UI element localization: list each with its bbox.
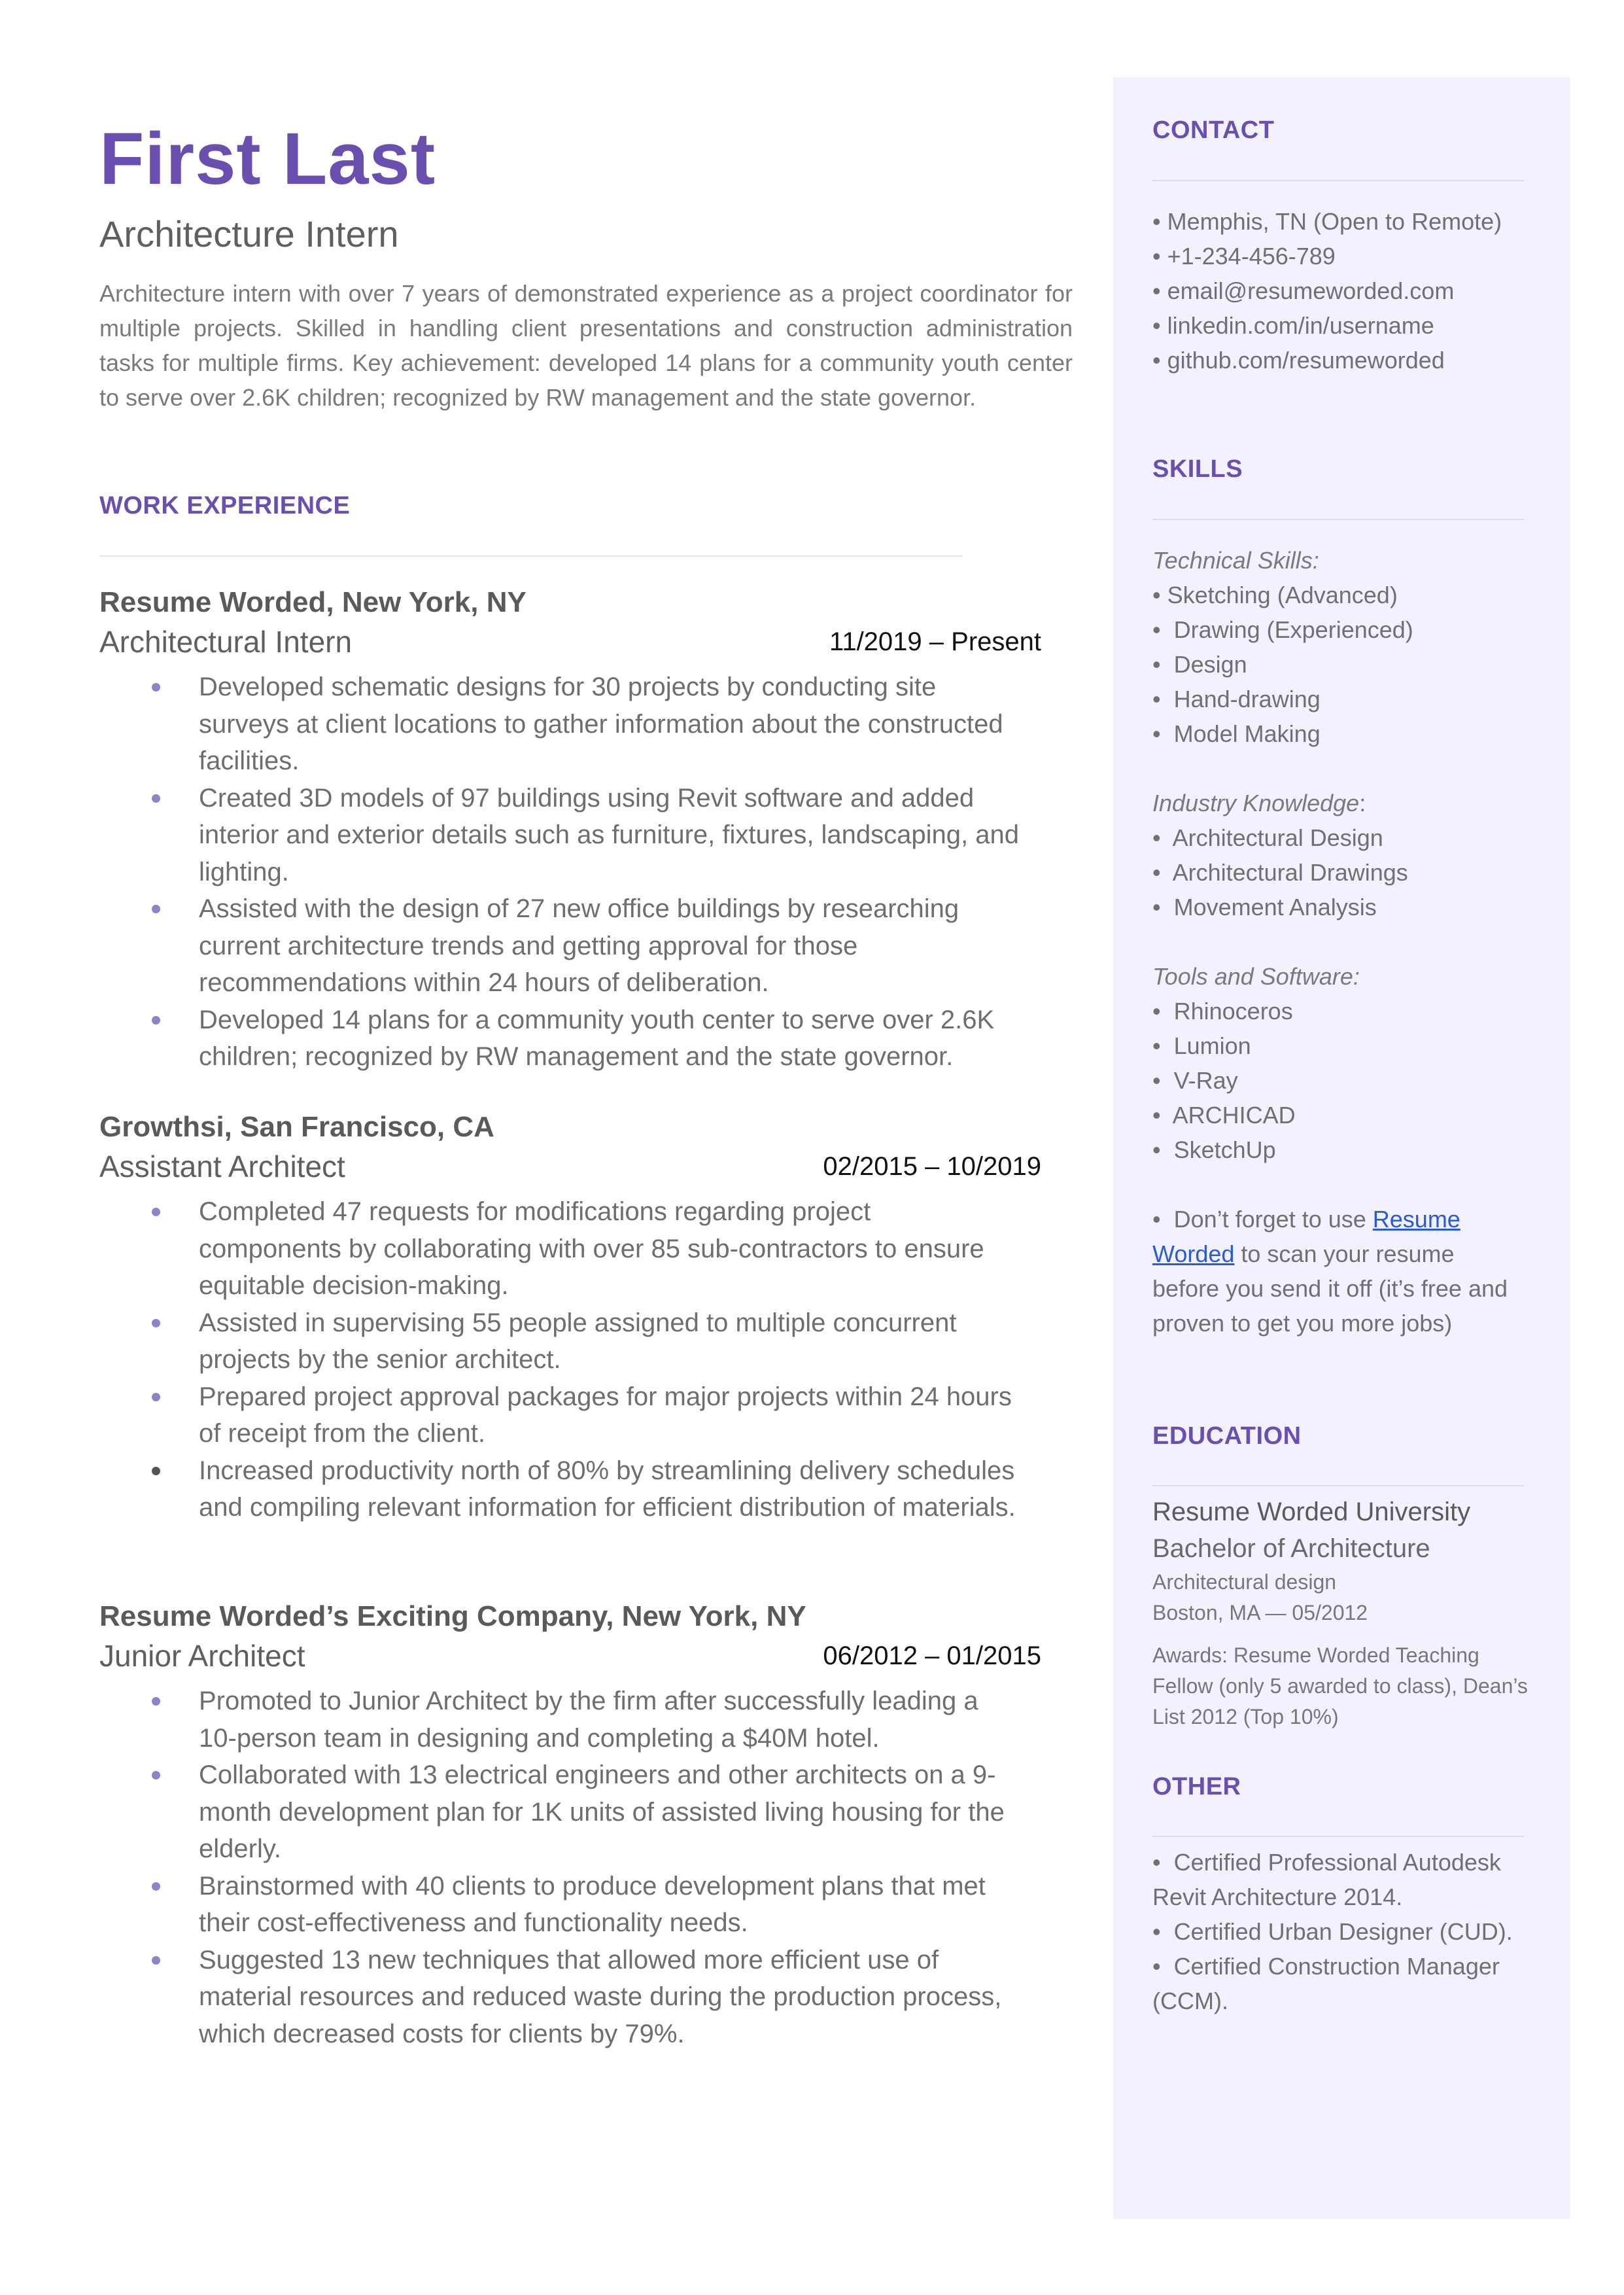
job-bullet: Completed 47 requests for modifications regarding project components by collaborating with over 85 sub-contractors to ensure equitable decision-making. xyxy=(99,1193,1027,1305)
job-company: Growthsi, San Francisco, CA xyxy=(99,1111,494,1143)
resume-worded-link[interactable]: Resume xyxy=(1372,1206,1460,1233)
other-list: • Certified Professional Autodesk Revit Architecture 2014. • Certified Urban Designer (CUD). • Certified Construction Manager (CCM). xyxy=(1152,1845,1532,2018)
job-bullet: Collaborated with 13 electrical engineers and other architects on a 9-month development plan for 1K units of assisted living housing for the elderly. xyxy=(99,1757,1027,1868)
contact-email: • email@resumeworded.com xyxy=(1152,277,1455,304)
education-heading: EDUCATION xyxy=(1152,1422,1302,1450)
job-company: Resume Worded, New York, NY xyxy=(99,586,527,618)
skill-item: • Design xyxy=(1152,651,1247,678)
job-bullet: Brainstormed with 40 clients to produce development plans that met their cost-effectiveness and functionality needs. xyxy=(99,1868,1027,1942)
contact-heading: CONTACT xyxy=(1152,116,1275,144)
job-entry xyxy=(99,1598,1041,2052)
job-bullet: Promoted to Junior Architect by the firm after successfully leading a 10-person team in designing and completing a $40M hotel. xyxy=(99,1683,1027,1757)
skill-item: • Sketching (Advanced) xyxy=(1152,582,1398,608)
summary-paragraph: Architecture intern with over 7 years of demonstrated experience as a project coordinator for multiple projects. Skilled in handling client presentations and construction administration tasks for multiple firms. Key achievement: developed 14 plans for a community youth center to serve over 2.6K children; recognized by RW management and the state governor. xyxy=(99,280,1073,411)
job-role: Junior Architect xyxy=(99,1639,305,1673)
skills-category: Industry Knowledge: xyxy=(1152,790,1366,816)
job-dates: 11/2019 – Present xyxy=(829,627,1041,656)
education-school: Resume Worded University xyxy=(1152,1498,1471,1526)
job-company: Resume Worded’s Exciting Company, New York, NY xyxy=(99,1600,806,1632)
skill-item: • ARCHICAD xyxy=(1152,1102,1296,1129)
skill-item: • Lumion xyxy=(1152,1032,1251,1059)
education-location-date: Boston, MA — 05/2012 xyxy=(1152,1601,1368,1624)
education-divider xyxy=(1152,1485,1524,1486)
skill-item: • SketchUp xyxy=(1152,1136,1276,1163)
contact-linkedin: • linkedin.com/in/username xyxy=(1152,312,1434,339)
job-bullet: Increased productivity north of 80% by streamlining delivery schedules and compiling relevant information for efficient distribution of materials. xyxy=(99,1452,1027,1526)
education-awards: Awards: Resume Worded Teaching xyxy=(1152,1643,1479,1667)
education-field: Architectural design xyxy=(1152,1570,1337,1594)
resume-tip: • Don’t forget to use Resume xyxy=(1152,1206,1460,1233)
skill-item: • Model Making xyxy=(1152,720,1321,747)
job-bullet: Developed schematic designs for 30 projects by conducting site surveys at client locations to gather information about the constructed facilities. xyxy=(99,669,1027,780)
contact-location: • Memphis, TN (Open to Remote) xyxy=(1152,208,1502,235)
certification-item: • Certified Professional Autodesk xyxy=(1152,1849,1501,1876)
candidate-name: First Last xyxy=(99,118,436,200)
contact-divider xyxy=(1152,180,1524,181)
certification-item: • Certified Urban Designer (CUD). xyxy=(1152,1918,1513,1945)
skill-item: • Movement Analysis xyxy=(1152,894,1377,920)
skills-heading: SKILLS xyxy=(1152,455,1243,483)
job-bullet: Suggested 13 new techniques that allowed more efficient use of material resources and reduced waste during the production process, which decreased costs for clients by 79%. xyxy=(99,1942,1027,2053)
skill-item: • Architectural Drawings xyxy=(1152,859,1408,886)
skill-item: • Architectural Design xyxy=(1152,824,1383,851)
job-role: Architectural Intern xyxy=(99,625,353,659)
job-role: Assistant Architect xyxy=(99,1149,345,1183)
job-entry xyxy=(99,584,1041,1076)
other-divider xyxy=(1152,1836,1524,1837)
skill-item: • Rhinoceros xyxy=(1152,998,1293,1025)
work-divider xyxy=(99,555,963,557)
job-bullet: Developed 14 plans for a community youth center to serve over 2.6K children; recognized by RW management and the state governor. xyxy=(99,1002,1027,1076)
skill-item: • Drawing (Experienced) xyxy=(1152,616,1413,643)
skill-item: • Hand-drawing xyxy=(1152,686,1321,712)
contact-github: • github.com/resumeworded xyxy=(1152,347,1445,374)
education-entry: Resume Worded University Bachelor of Architecture Architectural design Boston, MA — 05/2012 Awards: Resume Worded Teaching Fellow (only 5 awarded to class), Dean’s List 2012 (Top 10%) xyxy=(1152,1494,1532,1732)
job-bullet: Prepared project approval packages for major projects within 24 hours of receipt from the client. xyxy=(99,1378,1027,1452)
skills-list: Technical Skills: • Sketching (Advanced) • Drawing (Experienced) • Design • Hand-drawing • Model Making Industry Knowledge: • Architectural Design • Architectural Drawings • Movement Analysis Tools and Software: • Rhinoceros • Lumion • V-Ray • ARCHICAD • SketchUp • Don’t forget to use Resume Worded to scan your resume before you send it off (it’s free and proven to get you more jobs) xyxy=(1152,543,1532,1340)
contact-phone: • +1-234-456-789 xyxy=(1152,243,1336,270)
skill-item: • V-Ray xyxy=(1152,1067,1238,1094)
certification-item: • Certified Construction Manager xyxy=(1152,1953,1500,1980)
job-entry xyxy=(99,1108,1041,1526)
resume-worded-link[interactable]: Worded xyxy=(1152,1240,1235,1267)
job-bullet: Assisted in supervising 55 people assigned to multiple concurrent projects by the senior architect. xyxy=(99,1305,1027,1378)
other-heading: OTHER xyxy=(1152,1773,1241,1800)
skills-category: Technical Skills: xyxy=(1152,547,1319,574)
job-dates: 06/2012 – 01/2015 xyxy=(823,1641,1041,1670)
job-bullet: Assisted with the design of 27 new office buildings by researching current architecture trends and getting approval for those recommendations within 24 hours of deliberation. xyxy=(99,890,1027,1002)
education-degree: Bachelor of Architecture xyxy=(1152,1534,1430,1563)
job-bullet: Created 3D models of 97 buildings using Revit software and added interior and exterior details such as furniture, fixtures, landscaping, and lighting. xyxy=(99,780,1027,891)
candidate-title: Architecture Intern xyxy=(99,213,399,254)
work-experience-heading: WORK EXPERIENCE xyxy=(99,492,351,519)
skills-category: Tools and Software: xyxy=(1152,963,1360,990)
contact-list xyxy=(1152,204,1532,377)
job-dates: 02/2015 – 10/2019 xyxy=(823,1152,1041,1181)
skills-divider xyxy=(1152,519,1524,520)
